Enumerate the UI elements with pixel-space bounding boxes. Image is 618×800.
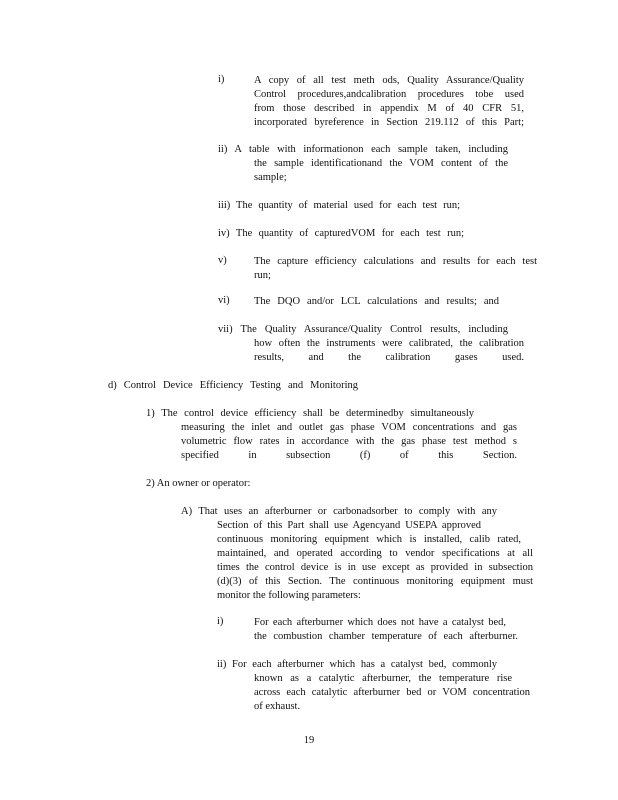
text-line: Section of this Part shall use Agencyand USEPA approved	[217, 520, 481, 531]
text-line: times the control device is in use except as provided in subsection	[217, 562, 533, 573]
text-line: A) That uses an afterburner or carbonadsorber to comply with any	[181, 506, 497, 517]
text-line: The DQO and/or LCL calculations and results; and	[254, 296, 499, 307]
text-line: iii) The quantity of material used for each test run;	[218, 200, 460, 211]
text-line: of exhaust.	[254, 701, 301, 712]
text-line: monitor the following parameters:	[217, 590, 361, 601]
item-vii-text	[254, 337, 524, 365]
text-line: vii) The Quality Assurance/Quality Control results, including	[218, 324, 508, 335]
item-vi-text	[254, 295, 499, 309]
item-vii-first-line	[218, 323, 508, 337]
text-line: results, and the calibration gases used.	[254, 352, 524, 363]
text-line: maintained, and operated according to vendor specifications at all	[217, 548, 533, 559]
text-line: run;	[254, 270, 271, 281]
text-line: (d)(3) of this Section. The continuous monitoring equipment must	[217, 576, 533, 587]
section-d-heading	[108, 379, 358, 393]
item-ii-text	[254, 157, 508, 185]
item-ii-first-line	[218, 143, 508, 157]
item-vi-label: vi)	[218, 295, 230, 306]
text-line: 1) The control device efficiency shall be determinedby simultaneously	[146, 408, 474, 419]
item-A-ii-text	[254, 672, 530, 714]
text-line: incorporated byreference in Section 219.112 of this Part;	[254, 117, 524, 128]
text-line: the sample identificationand the VOM content of the	[254, 158, 508, 169]
text-line: sample;	[254, 172, 287, 183]
item-A-i-text	[254, 616, 518, 644]
text-line: iv) The quantity of capturedVOM for each test run;	[218, 228, 464, 239]
item-1-first-line	[146, 407, 474, 421]
text-line: specified in subsection (f) of this Section.	[181, 450, 517, 461]
text-line: 2) An owner or operator:	[146, 478, 251, 489]
item-i-label: i)	[218, 74, 225, 85]
page-number: 19	[303, 735, 315, 746]
item-A-text	[217, 519, 533, 603]
item-iv	[218, 227, 464, 241]
text-line: the combustion chamber temperature of each afterburner.	[254, 631, 518, 642]
item-A-first-line	[181, 505, 497, 519]
item-v-text	[254, 255, 537, 283]
item-i-text	[254, 74, 524, 130]
text-line: known as a catalytic afterburner, the temperature rise	[254, 673, 512, 684]
item-A-i-label: i)	[217, 616, 224, 627]
text-line: from those described in appendix M of 40 CFR 51,	[254, 103, 524, 114]
text-line: The capture efficiency calculations and results for each test	[254, 256, 537, 267]
text-line: ii) A table with informationon each sample taken, including	[218, 144, 508, 155]
text-line: across each catalytic afterburner bed or VOM concentration	[254, 687, 530, 698]
text-line: d) Control Device Efficiency Testing and Monitoring	[108, 380, 358, 391]
text-line: volumetric flow rates in accordance with the gas phase test method s	[181, 436, 517, 447]
text-line: continuous monitoring equipment which is installed, calib rated,	[217, 534, 521, 545]
text-line: For each afterburner which does not have a catalyst bed,	[254, 617, 506, 628]
text-line: Control procedures,andcalibration procedures tobe used	[254, 89, 524, 100]
item-2	[146, 477, 266, 491]
text-line: ii) For each afterburner which has a catalyst bed, commonly	[217, 659, 497, 670]
item-iii	[218, 199, 460, 213]
text-line: A copy of all test meth ods, Quality Assurance/Quality	[254, 75, 524, 86]
item-1-text	[181, 421, 517, 463]
item-v-label: v)	[218, 255, 227, 266]
text-line: how often the instruments were calibrated, the calibration	[254, 338, 524, 349]
text-line: measuring the inlet and outlet gas phase VOM concentrations and gas	[181, 422, 517, 433]
item-A-ii-first-line	[217, 658, 497, 672]
